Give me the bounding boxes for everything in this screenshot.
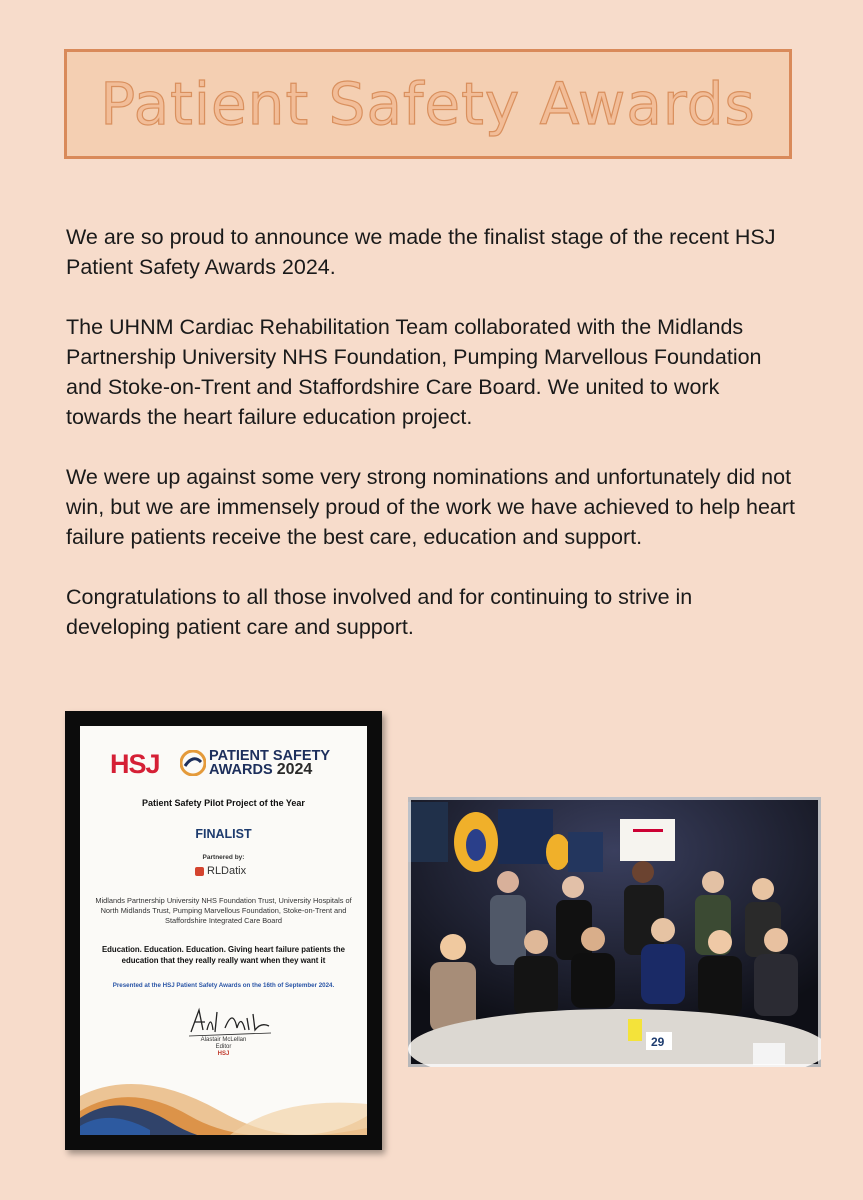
swirl-icon (180, 750, 206, 776)
paragraph-congratulations: Congratulations to all those involved and for continuing to strive in developing patient care and support. (66, 585, 693, 639)
team-photo (408, 797, 821, 1067)
paragraph-result: We were up against some very strong nominations and unfortunately did not win, but we are immensely proud of the work we have achieved to help heart failure patients receive the best care, education and support. (66, 465, 796, 549)
awards-word: AWARDS (209, 762, 273, 778)
signature-icon (185, 1000, 275, 1040)
organisations-list: Midlands Partnership University NHS Foundation Trust, University Hospitals of North Midlands Trust, Pumping Marvellous Foundation, Stoke-on-Trent and Staffordshire Integrated Care Board (95, 896, 352, 925)
logo-screen-right (546, 834, 570, 870)
decorative-waves (80, 1056, 367, 1135)
article-body (66, 222, 796, 672)
awards-line2 (209, 761, 312, 779)
hsj-brand: HSJ (110, 749, 160, 779)
project-quote: Education. Education. Education. Giving heart failure patients the education that they really really want when they want it (101, 945, 346, 965)
signatory-org: HSJ (217, 1051, 230, 1057)
certificate-frame (65, 711, 382, 1150)
signatory-role: Editor (215, 1044, 232, 1050)
signatory-name: Alastair McLellan (200, 1037, 247, 1043)
page-title: Patient Safety Awards (100, 70, 756, 138)
hsj-awards-logo (110, 747, 340, 783)
finalist-certificate (80, 726, 367, 1135)
finalist-label: FINALIST (195, 827, 252, 841)
screen-left (498, 809, 553, 864)
table-number: 29 (651, 1035, 665, 1049)
rldatix-icon (195, 867, 204, 876)
certificate-held (620, 819, 675, 861)
paragraph-announcement: We are so proud to announce we made the finalist stage of the recent HSJ Patient Safety Awards 2024. (66, 225, 776, 279)
paragraph-collaboration: The UHNM Cardiac Rehabilitation Team collaborated with the Midlands Partnership University NHS Foundation, Pumping Marvellous Foundation and Stoke-on-Trent and Staffordshire Care Board. We united to work towards the heart failure education project. (66, 315, 762, 429)
partnered-by-label: Partnered by: (202, 854, 245, 861)
awards-year: 2024 (276, 761, 313, 778)
title-banner (64, 49, 792, 159)
partner-name: RLDatix (207, 865, 247, 877)
partner-logo (195, 865, 246, 877)
award-category: Patient Safety Pilot Project of the Year (142, 798, 305, 808)
presented-line: Presented at the HSJ Patient Safety Awards on the 16th of September 2024. (112, 982, 335, 989)
awards-line1: PATIENT SAFETY (209, 748, 331, 764)
